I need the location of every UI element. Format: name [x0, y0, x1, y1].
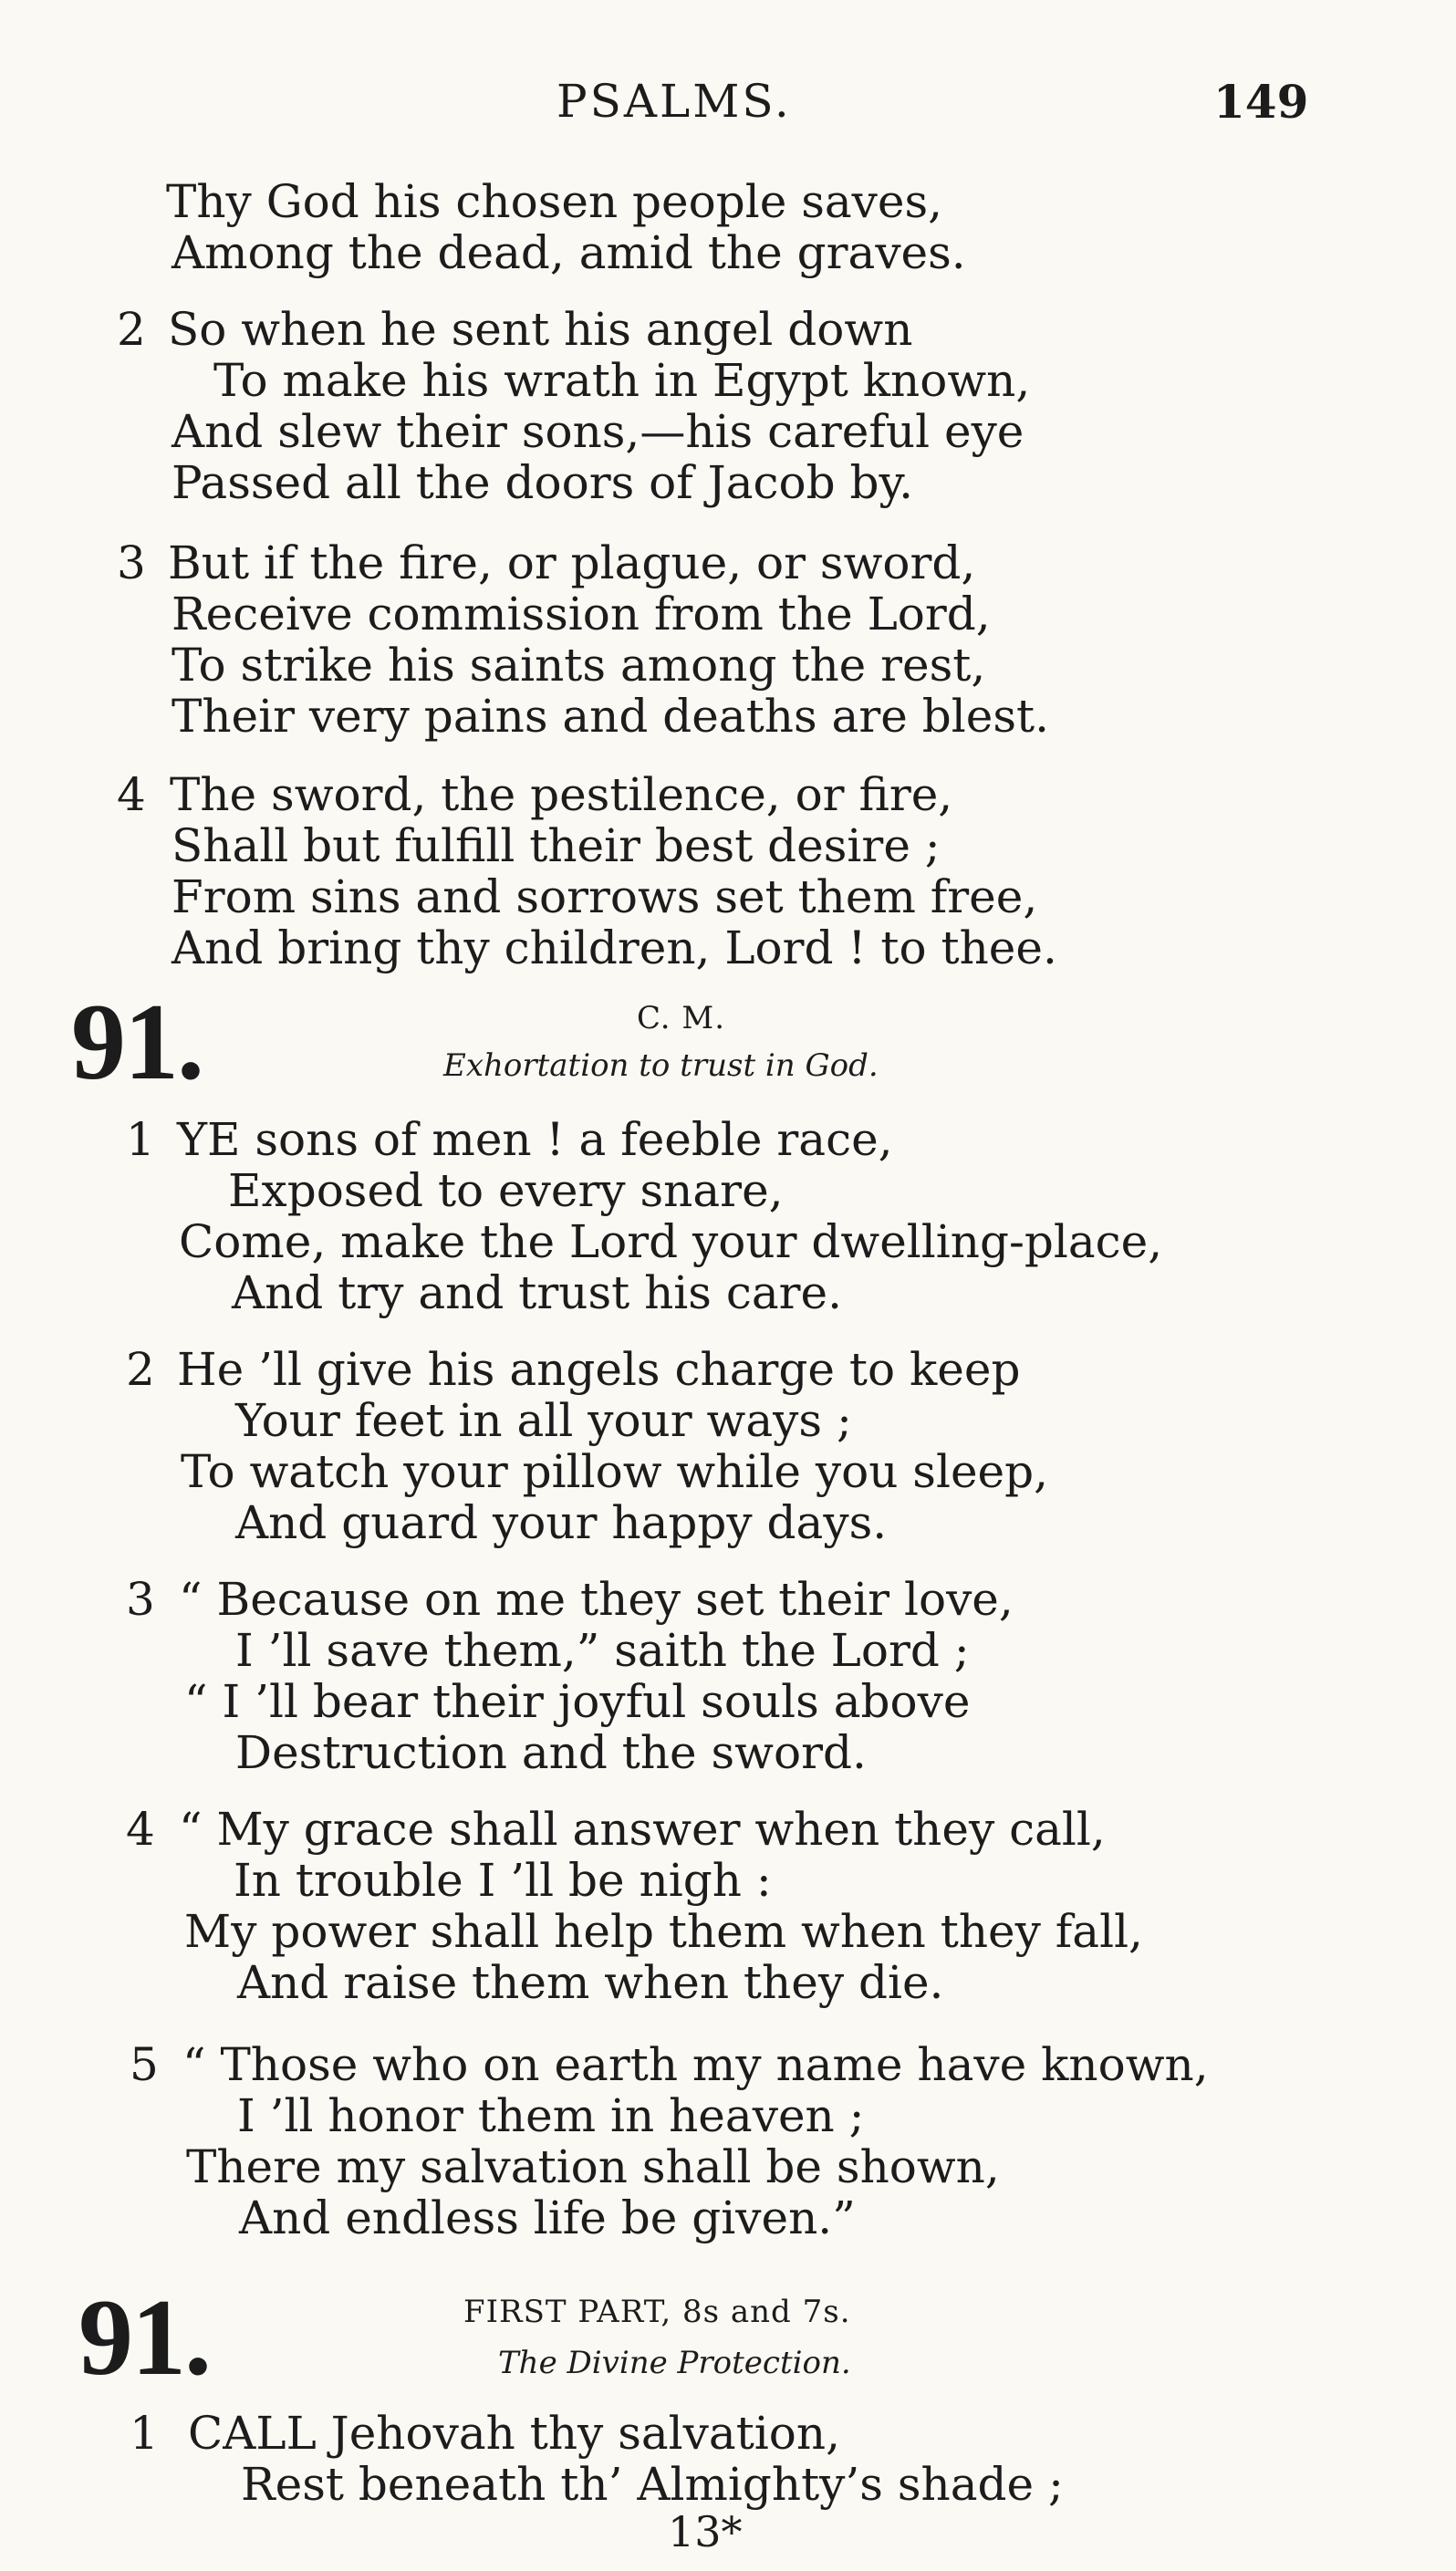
hymn-meter: C. M. — [637, 1000, 726, 1036]
stanza-line: “ I ’ll bear their joyful souls above — [184, 1675, 971, 1728]
stanza-line: Come, make the Lord your dwelling-place, — [179, 1215, 1163, 1268]
stanza-line: My power shall help them when they fall, — [184, 1905, 1143, 1958]
hymn-subject: Exhortation to trust in God. — [443, 1047, 879, 1084]
stanza-number: 5 — [130, 2038, 159, 2091]
signature-mark: 13* — [668, 2507, 743, 2556]
stanza-line: To make his wrath in Egypt known, — [213, 354, 1031, 407]
stanza-line: In trouble I ’ll be nigh : — [234, 1854, 772, 1907]
page-number: 149 — [1213, 75, 1309, 129]
hymn-subject: The Divine Protection. — [498, 2345, 851, 2381]
stanza-line: And raise them when they die. — [237, 1956, 944, 2009]
stanza-line: The sword, the pestilence, or fire, — [170, 768, 953, 821]
stanza-number: 4 — [117, 768, 146, 821]
stanza-line: “ Those who on earth my name have known, — [182, 2038, 1209, 2091]
stanza-line: Receive commission from the Lord, — [172, 588, 991, 640]
running-head — [0, 75, 1456, 139]
stanza-line: And bring thy children, Lord ! to thee. — [172, 921, 1057, 974]
stanza-line: And try and trust his care. — [232, 1266, 843, 1319]
stanza-line: “ Because on me they set their love, — [179, 1573, 1014, 1626]
stanza-line: Shall but fulfill their best desire ; — [172, 819, 941, 872]
stanza-number: 4 — [126, 1803, 155, 1856]
stanza-line: And slew their sons,—his careful eye — [172, 405, 1024, 458]
stanza-number: 1 — [126, 1113, 155, 1166]
stanza-line: I ’ll save them,” saith the Lord ; — [235, 1624, 970, 1677]
stanza-line: Passed all the doors of Jacob by. — [172, 456, 914, 509]
stanza-number: 1 — [130, 2407, 159, 2460]
hymn-number: 91. — [71, 981, 203, 1102]
stanza-line: So when he sent his angel down — [168, 303, 913, 356]
stanza-number: 2 — [117, 303, 146, 356]
stanza-line: Your feet in all your ways ; — [235, 1394, 852, 1447]
continuation-line: Thy God his chosen people saves, — [166, 175, 943, 228]
hymn-number: 91. — [78, 2276, 210, 2398]
stanza-line: To strike his saints among the rest, — [172, 639, 986, 692]
stanza-line: Exposed to every snare, — [228, 1164, 784, 1217]
stanza-line: YE sons of men ! a feeble race, — [177, 1113, 893, 1166]
stanza-line: Destruction and the sword. — [235, 1726, 867, 1779]
stanza-line: To watch your pillow while you sleep, — [181, 1445, 1049, 1498]
stanza-line: CALL Jehovah thy salvation, — [188, 2407, 840, 2460]
hymn-meter: FIRST PART, 8s and 7s. — [463, 2294, 851, 2330]
stanza-line: Rest beneath th’ Almighty’s shade ; — [241, 2458, 1064, 2511]
stanza-line: “ My grace shall answer when they call, — [179, 1803, 1106, 1856]
stanza-line: Their very pains and deaths are blest. — [172, 690, 1049, 743]
stanza-line: He ’ll give his angels charge to keep — [177, 1343, 1021, 1396]
stanza-line: But if the fire, or plague, or sword, — [168, 536, 976, 589]
stanza-line: I ’ll honor them in heaven ; — [237, 2089, 865, 2142]
stanza-number: 3 — [117, 536, 146, 589]
stanza-number: 2 — [126, 1343, 155, 1396]
stanza-line: And guard your happy days. — [235, 1496, 888, 1549]
running-title: PSALMS. — [556, 75, 792, 128]
stanza-line: From sins and sorrows set them free, — [172, 870, 1038, 923]
stanza-number: 3 — [126, 1573, 155, 1626]
stanza-line: There my salvation shall be shown, — [186, 2140, 1000, 2193]
continuation-line: Among the dead, amid the graves. — [172, 226, 966, 279]
stanza-line: And endless life be given.” — [239, 2191, 856, 2244]
